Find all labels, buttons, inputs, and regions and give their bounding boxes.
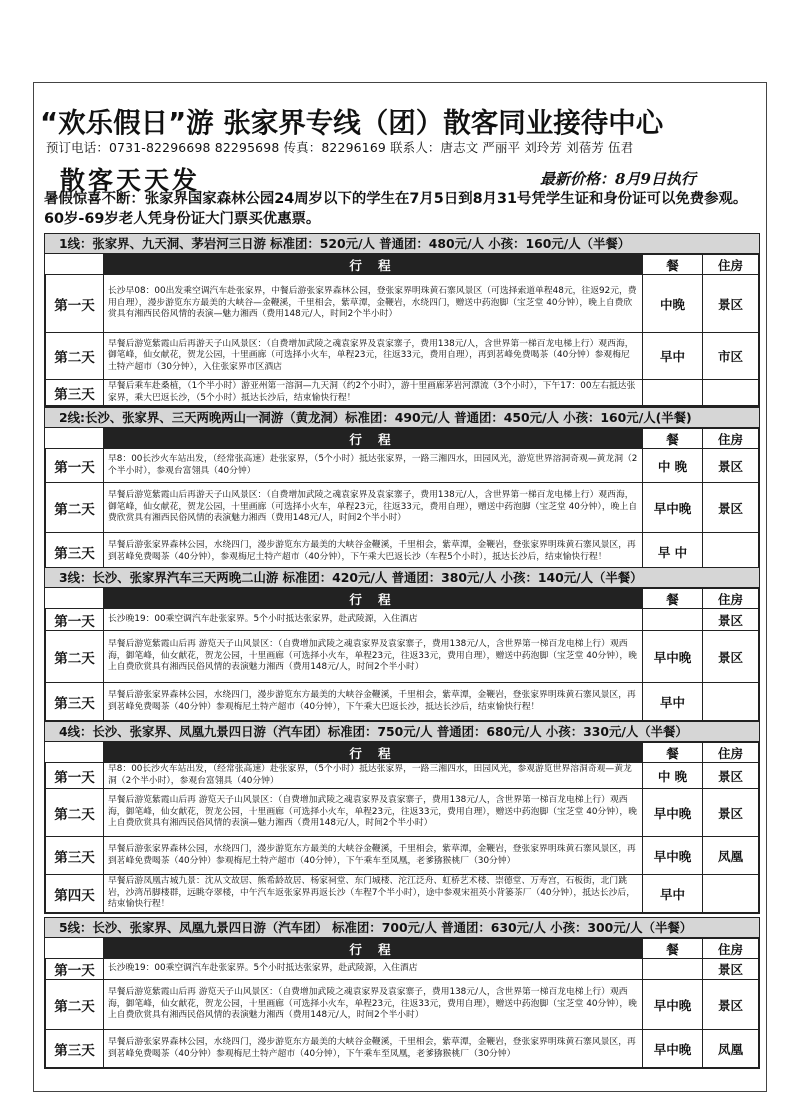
table-row (46, 763, 759, 789)
route-title: 1线：张家界、九天洞、茅岩河三日游 标准团：520元/人 普通团：480元/人 小孩：160元/人（半餐） (45, 234, 759, 254)
table-row (46, 609, 759, 631)
day-description: 早餐后游览紫霞山后再 游览天子山风景区：（自费增加武陵之魂袁家界及袁家寨子，费用138元/人，含世界第一梯百龙电梯上行）观西海，御笔峰，仙女献花，贺龙公园，十里画廊（可选择小火车，单程23元，往返33元，费用自理），赠送中药泡脚（宝芝堂 40分钟），晚上自费欣赏具有湘西民俗风情的表演—魅力湘西（费用148元/人，时间2个半小时） (104, 789, 643, 837)
meal-cell: 早中 (643, 683, 703, 721)
table-row (46, 959, 759, 980)
day-description: 早餐后游张家界森林公园，水绕四门，漫步游览东方最美的大峡谷金鞭溪，千里相会，紫草潭，金鞭岩，登张家界明珠黄石寨风景区，再到茗峰免费喝茶（40分钟）参观梅尼土特产超市（40分钟），下午乘车至凤凰，老爹猕猴桃厂（30分钟） (104, 837, 643, 875)
itinerary-header: 行 程 (104, 429, 643, 449)
header-spacer (46, 939, 104, 959)
route-title: 2线:长沙、张家界、三天两晚两山一洞游（黄龙洞）标准团：490元/人 普通团：450元/人 小孩：160元/人(半餐) (45, 408, 759, 428)
day-description: 长沙早08：00出发乘空调汽车赴张家界，中餐后游张家界森林公园，登张家界明珠黄石寨风景区（可选择索道单程48元，往返92元，费用自理），漫步游览东方最美的大峡谷—金鞭溪，千里相会，紫草潭，金鞭岩，水绕四门，赠送中药泡脚（宝芝堂 40分钟），晚上自费欣赏具有湘西民俗风情的表演—魅力湘西（费用148元/人，时间2个半小时） (104, 275, 643, 333)
route-table (45, 428, 759, 571)
table-row (46, 533, 759, 571)
stay-cell: 景区 (703, 275, 759, 333)
route-table (45, 742, 759, 913)
table-row (46, 483, 759, 533)
route-1 (44, 233, 760, 407)
stay-header: 住房 (703, 429, 759, 449)
table-row (46, 380, 759, 406)
day-label: 第二天 (46, 980, 104, 1030)
day-description: 早餐后游张家界森林公园，水绕四门，漫步游览东方最美的大峡谷金鞭溪，千里相会，紫草潭，金鞭岩，登张家界明珠黄石寨风景区，再到茗峰免费喝茶（40分钟）参观梅尼土特产超市（40分钟），下午乘车至凤凰，老爹猕猴桃厂（30分钟） (104, 1030, 643, 1068)
stay-cell: 景区 (703, 789, 759, 837)
meal-cell: 中 晚 (643, 763, 703, 789)
meal-cell: 早中晚 (643, 483, 703, 533)
table-header-row (46, 255, 759, 275)
day-label: 第三天 (46, 1030, 104, 1068)
day-label: 第四天 (46, 875, 104, 913)
day-label: 第一天 (46, 763, 104, 789)
header-spacer (46, 589, 104, 609)
route-3 (44, 567, 760, 722)
itinerary-header: 行 程 (104, 589, 643, 609)
stay-cell: 景区 (703, 763, 759, 789)
day-label: 第一天 (46, 609, 104, 631)
table-header-row (46, 743, 759, 763)
meal-cell: 早中晚 (643, 980, 703, 1030)
day-description: 早餐后游凤凰古城九景：沈从文故居、熊希龄故居、杨家祠堂、东门城楼、沱江泛舟、虹桥艺术楼、崇德堂、万寿宫，石板街，北门跳岩，沙湾吊脚楼群，远眺夺翠楼，中午汽车返张家界再返长沙（车程7个半小时），途中参观宋祖英小背篓茶厂（40分钟），抵达长沙后，结束愉快行程！ (104, 875, 643, 913)
stay-cell: 景区 (703, 609, 759, 631)
day-description: 早餐后游张家界森林公园，水绕四门，漫步游览东方最美的大峡谷金鞭溪，千里相会，紫草潭，金鞭岩，登张家界明珠黄石寨风景区，再到茗峰免费喝茶（40分钟）参观梅尼土特产超市（40分钟），下午乘大巴返长沙，抵达长沙后，结束愉快行程！ (104, 683, 643, 721)
meal-cell (643, 380, 703, 406)
day-label: 第一天 (46, 275, 104, 333)
day-description: 早餐后游张家界森林公园，水绕四门，漫步游览东方最美的大峡谷金鞭溪，千里相会，紫草潭，金鞭岩，登张家界明珠黄石寨风景区，再到茗峰免费喝茶（40分钟），参观梅尼土特产超市（40分钟），下午乘大巴返长沙（车程5个小时），抵达长沙后，结束愉快行程！ (104, 533, 643, 571)
page-title: “欢乐假日”游 张家界专线（团）散客同业接待中心 (40, 107, 664, 139)
stay-cell: 景区 (703, 631, 759, 683)
table-row (46, 275, 759, 333)
day-label: 第二天 (46, 789, 104, 837)
header-spacer (46, 255, 104, 275)
stay-header: 住房 (703, 743, 759, 763)
stay-cell: 景区 (703, 483, 759, 533)
summer-notice: 暑假惊喜不断：张家界国家森林公园24周岁以下的学生在7月5日到8月31号凭学生证和身份证可以免费参观。 60岁-69岁老人凭身份证大门票买优惠票。 (44, 191, 748, 227)
stay-cell: 景区 (703, 980, 759, 1030)
meal-cell (643, 959, 703, 980)
itinerary-header: 行 程 (104, 255, 643, 275)
header-spacer (46, 743, 104, 763)
table-header-row (46, 429, 759, 449)
day-description: 早餐后游览紫霞山后再 游览天子山风景区：（自费增加武陵之魂袁家界及袁家寨子，费用138元/人，含世界第一梯百龙电梯上行）观西海，御笔峰，仙女献花，贺龙公园，十里画廊（可选择小火车，单程23元，往返33元，费用自理），赠送中药泡脚（宝芝堂 40分钟），晚上自费欣赏具有湘西民俗风情的表演魅力湘西（费用148元/人，时间2个半小时） (104, 631, 643, 683)
header-spacer (46, 429, 104, 449)
table-row (46, 980, 759, 1030)
day-description: 长沙晚19：00乘空调汽车赴张家界。5个小时抵达张家界，赴武陵源，入住酒店 (104, 609, 643, 631)
day-label: 第三天 (46, 683, 104, 721)
route-title: 3线：长沙、张家界汽车三天两晚二山游 标准团：420元/人 普通团：380元/人 小孩：140元/人（半餐） (45, 568, 759, 588)
day-label: 第一天 (46, 449, 104, 483)
stay-cell: 市区 (703, 333, 759, 380)
day-description: 早8：00长沙火车站出发，（经常张高速）赴张家界，（5个小时）抵达张家界，一路三湘四水，田园风光，游览世界溶洞奇观—黄龙洞（2个半小时），参观台富翎具（40分钟） (104, 449, 643, 483)
meal-cell: 早中 (643, 875, 703, 913)
table-row (46, 683, 759, 721)
route-5 (44, 917, 760, 1069)
day-label: 第三天 (46, 533, 104, 571)
day-label: 第二天 (46, 483, 104, 533)
stay-cell (703, 683, 759, 721)
meal-cell (643, 609, 703, 631)
day-label: 第三天 (46, 837, 104, 875)
meal-cell: 早中 (643, 333, 703, 380)
route-table (45, 588, 759, 721)
price-effective-date: 最新价格：8月9日执行 (540, 170, 696, 188)
meal-cell: 早中晚 (643, 631, 703, 683)
day-label: 第二天 (46, 631, 104, 683)
meal-cell: 早中晚 (643, 789, 703, 837)
stay-cell (703, 875, 759, 913)
meal-header: 餐 (643, 939, 703, 959)
meal-cell: 中晚 (643, 275, 703, 333)
route-4 (44, 721, 760, 914)
route-title: 5线：长沙、张家界、凤凰九景四日游（汽车团） 标准团：700元/人 普通团：630元/人 小孩：300元/人（半餐） (45, 918, 759, 938)
itinerary-header: 行 程 (104, 743, 643, 763)
meal-cell: 早 中 (643, 533, 703, 571)
meal-header: 餐 (643, 589, 703, 609)
stay-cell: 凤凰 (703, 837, 759, 875)
table-row (46, 333, 759, 380)
meal-header: 餐 (643, 429, 703, 449)
stay-cell: 景区 (703, 449, 759, 483)
contact-info: 预订电话：0731-82296698 82295698 传真：82296169 联系人：唐志文 严丽平 刘玲芳 刘蓓芳 伍君 (46, 140, 634, 155)
route-table (45, 254, 759, 406)
route-2 (44, 407, 760, 572)
itinerary-header: 行 程 (104, 939, 643, 959)
table-row (46, 837, 759, 875)
meal-cell: 中 晚 (643, 449, 703, 483)
table-row (46, 875, 759, 913)
stay-header: 住房 (703, 255, 759, 275)
table-header-row (46, 589, 759, 609)
day-description: 早8：00长沙火车站出发，（经常张高速）赴张家界，（5个小时）抵达张家界，一路三湘四水，田园风光，参观游览世界溶洞奇观—黄龙洞（2个半小时），参观台富翎具（40分钟） (104, 763, 643, 789)
stay-cell (703, 380, 759, 406)
daily-departure-heading: 散客天天发 (60, 166, 201, 195)
table-row (46, 789, 759, 837)
table-row (46, 631, 759, 683)
table-row (46, 1030, 759, 1068)
day-description: 早餐后游览紫霞山后再游天子山风景区：（自费增加武陵之魂袁家界及袁家寨子，费用138元/人，含世界第一梯百龙电梯上行）观西海，御笔峰，仙女献花，贺龙公园，十里画廊（可选择小火车，单程23元，往返33元，费用自理），赠送中药泡脚（宝芝堂 40分钟），晚上自费欣赏具有湘西民俗风情的表演魅力湘西（费用148元/人，时间2个半小时） (104, 483, 643, 533)
day-description: 早餐后游览紫霞山后再 游览天子山风景区：（自费增加武陵之魂袁家界及袁家寨子，费用138元/人，含世界第一梯百龙电梯上行）观西海，御笔峰，仙女献花，贺龙公园，十里画廊（可选择小火车，单程23元，往返33元，费用自理），赠送中药泡脚（宝芝堂 40分钟），晚上自费欣赏具有湘西民俗风情的表演魅力湘西（费用148元/人，时间2个半小时） (104, 980, 643, 1030)
route-table (45, 938, 759, 1068)
day-label: 第二天 (46, 333, 104, 380)
stay-header: 住房 (703, 939, 759, 959)
table-row (46, 449, 759, 483)
day-description: 早餐后乘车赴桑植，（1个半小时）游亚州第一溶洞—九天洞（约2个小时），游十里画廊茅岩河漂流（3个小时），下午17：00左右抵达张家界，乘大巴返长沙，（5个小时）抵达长沙后，结束愉快行程！ (104, 380, 643, 406)
route-title: 4线：长沙、张家界、凤凰九景四日游（汽车团）标准团：750元/人 普通团：680元/人 小孩：330元/人（半餐） (45, 722, 759, 742)
day-label: 第一天 (46, 959, 104, 980)
meal-cell: 早中晚 (643, 837, 703, 875)
day-description: 长沙晚19：00乘空调汽车赴张家界。5个小时抵达张家界，赴武陵源，入住酒店 (104, 959, 643, 980)
table-header-row (46, 939, 759, 959)
stay-cell: 凤凰 (703, 1030, 759, 1068)
meal-header: 餐 (643, 743, 703, 763)
stay-cell (703, 533, 759, 571)
meal-cell: 早中晚 (643, 1030, 703, 1068)
day-label: 第三天 (46, 380, 104, 406)
meal-header: 餐 (643, 255, 703, 275)
stay-cell: 景区 (703, 959, 759, 980)
day-description: 早餐后游览紫霞山后再游天子山风景区：（自费增加武陵之魂袁家界及袁家寨子，费用138元/人，含世界第一梯百龙电梯上行）观西海，御笔峰，仙女献花，贺龙公园，十里画廊（可选择小火车，单程23元，往返33元，费用自理），再到茗峰免费喝茶（40分钟）参观梅尼土特产超市（30分钟），入住张家界市区酒店 (104, 333, 643, 380)
stay-header: 住房 (703, 589, 759, 609)
